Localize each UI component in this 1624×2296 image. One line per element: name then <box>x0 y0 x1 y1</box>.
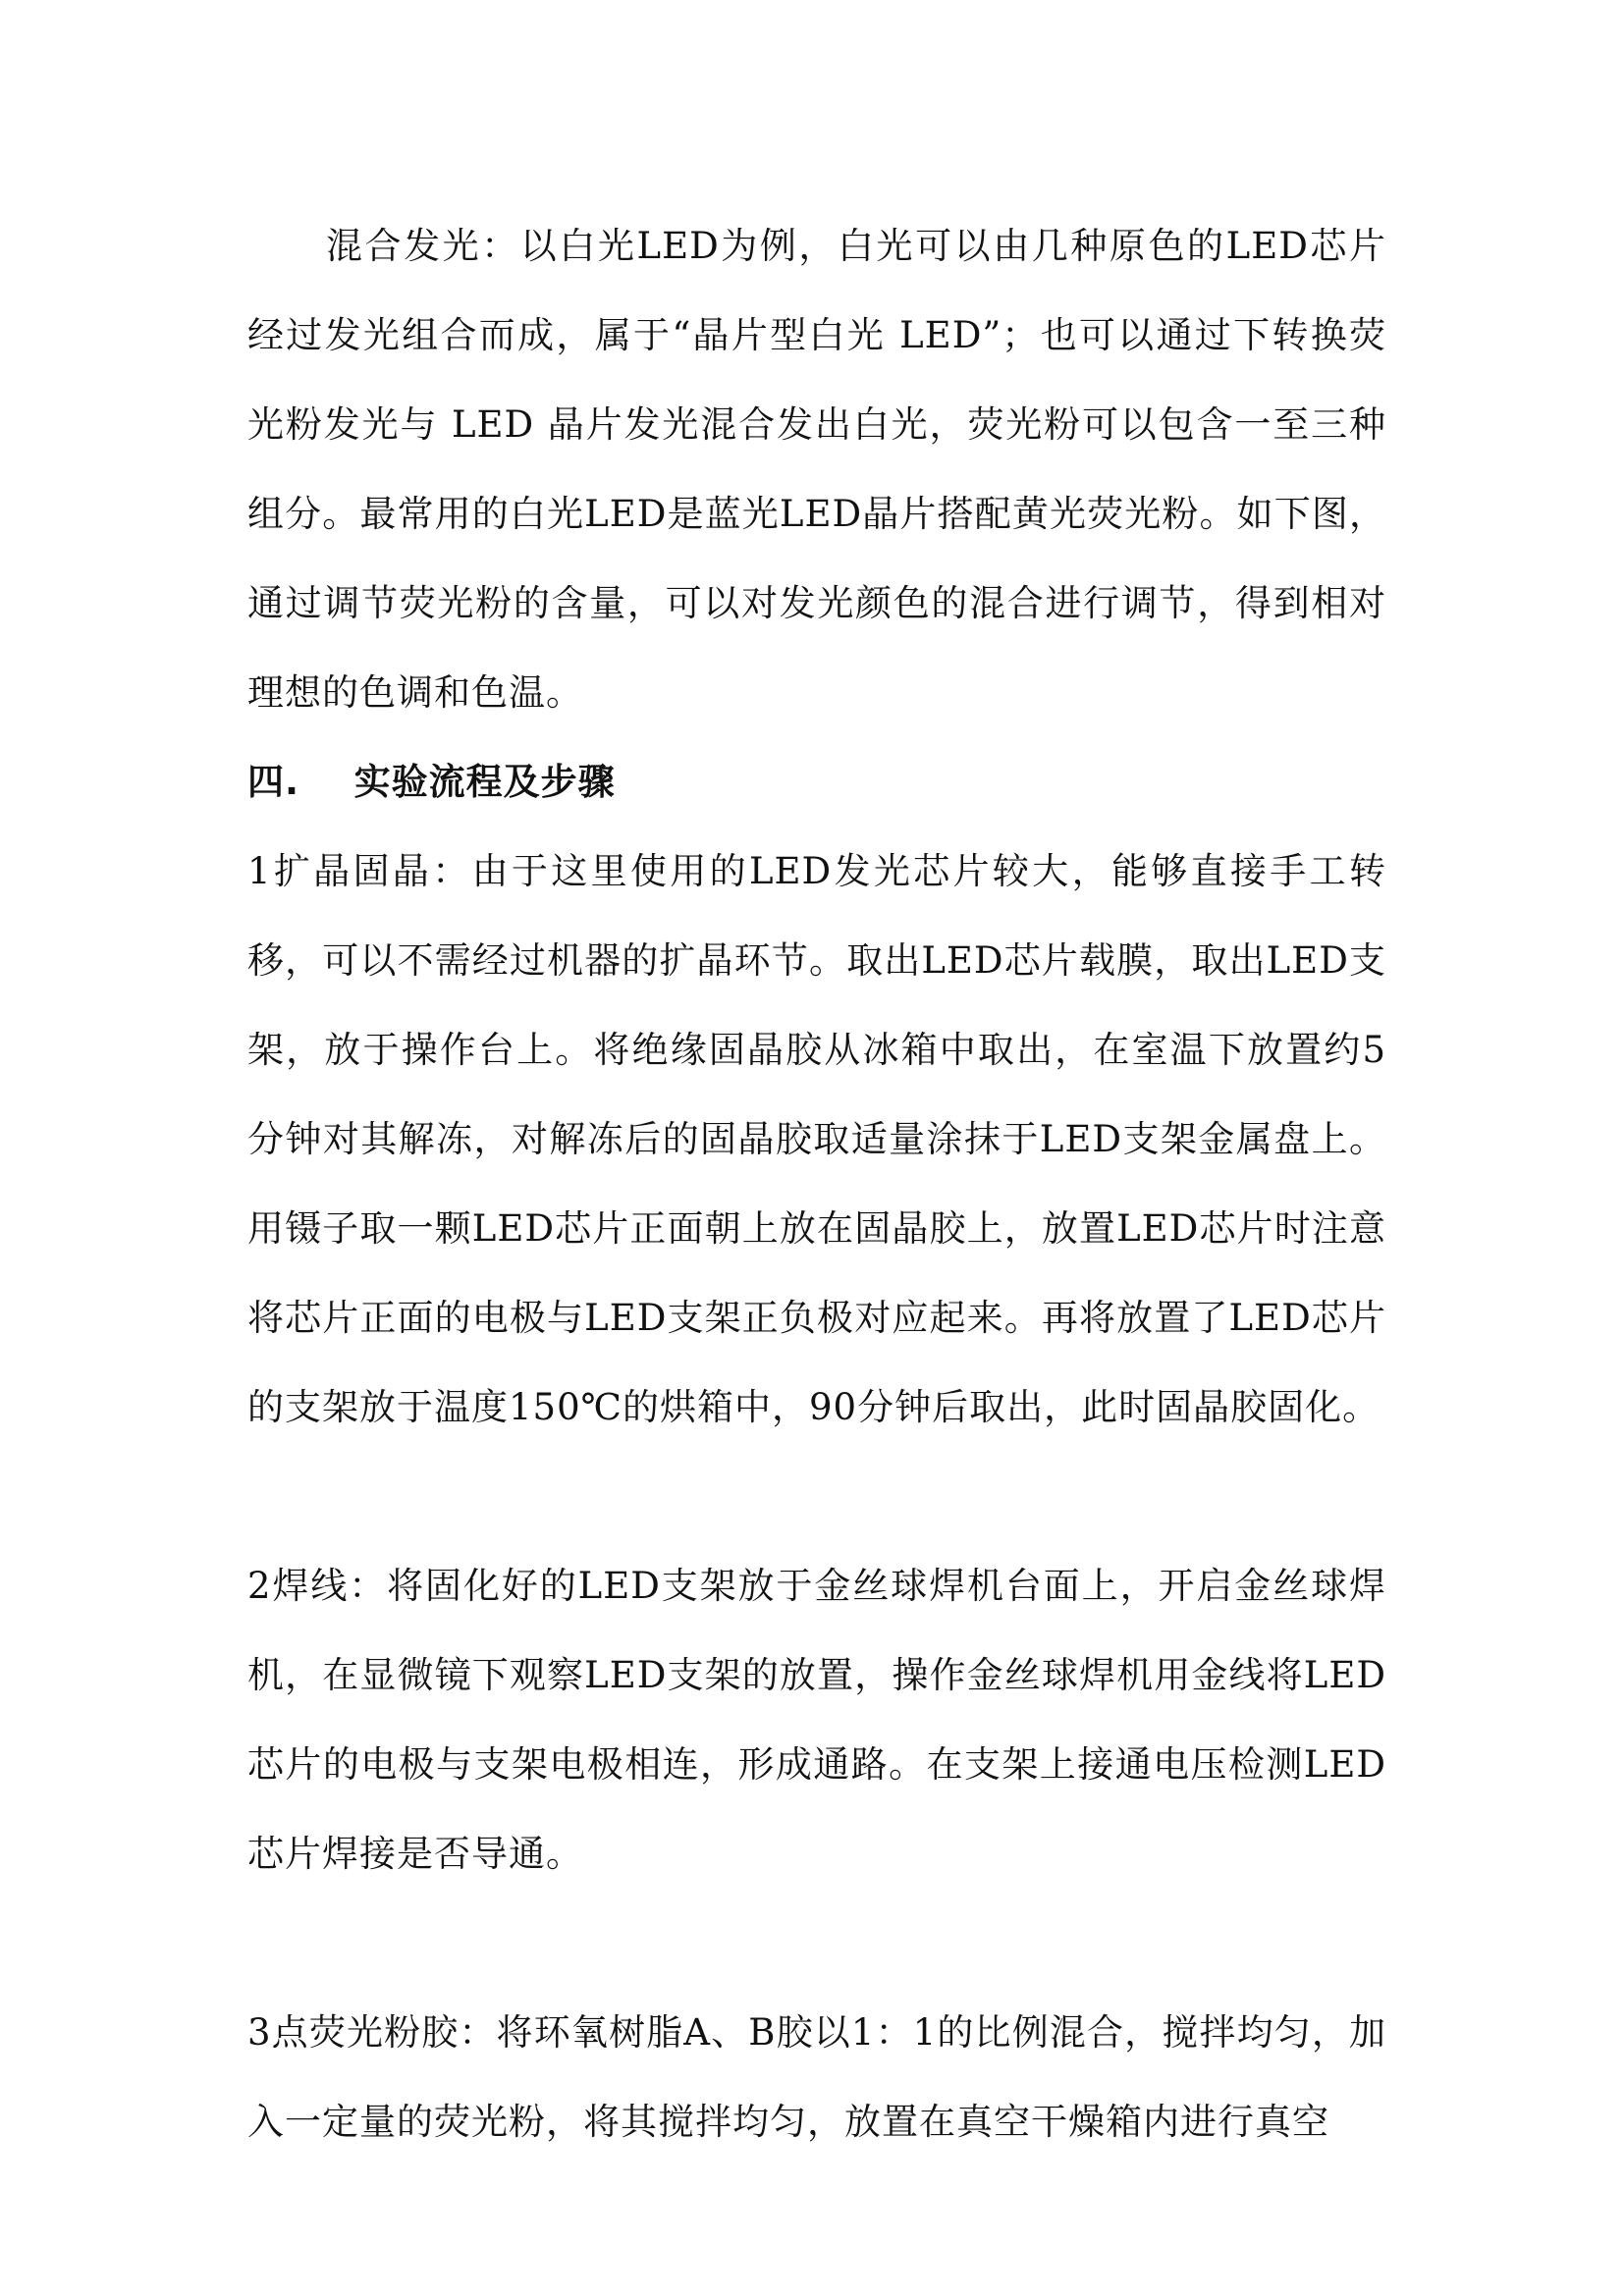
paragraph-spacer <box>247 1452 1386 1541</box>
paragraph-step-2: 2焊线：将固化好的LED支架放于金丝球焊机台面上，开启金丝球焊机，在显微镜下观察LED支架的放置，操作金丝球焊机用金线将LED芯片的电极与支架电极相连，形成通路。在支架上接通电压检测LED芯片焊接是否导通。 <box>247 1565 1386 1875</box>
section-heading: 四. 实验流程及步骤 <box>247 761 616 803</box>
paragraph-spacer <box>247 1898 1386 1988</box>
paragraph-step-3: 3点荧光粉胶：将环氧树脂A、B胶以1：1的比例混合，搅拌均匀，加入一定量的荧光粉，将其搅拌均匀，放置在真空干燥箱内进行真空 <box>247 2011 1386 2143</box>
paragraph-step-1: 1扩晶固晶：由于这里使用的LED发光芯片较大，能够直接手工转移，可以不需经过机器的扩晶环节。取出LED芯片载膜，取出LED支架，放于操作台上。将绝缘固晶胶从冰箱中取出，在室温下放置约5分钟对其解冻，对解冻后的固晶胶取适量涂抹于LED支架金属盘上。用镊子取一颗LED芯片正面朝上放在固晶胶上，放置LED芯片时注意将芯片正面的电极与LED支架正负极对应起来。再将放置了LED芯片的支架放于温度150℃的烘箱中，90分钟后取出，此时固晶胶固化。 <box>247 850 1386 1428</box>
paragraph-mixed-emission: 混合发光：以白光LED为例，白光可以由几种原色的LED芯片经过发光组合而成，属于“晶片型白光 LED”；也可以通过下转换荧光粉发光与 LED 晶片发光混合发出白光，荧光粉可以包含一至三种组分。最常用的白光LED是蓝光LED晶片搭配黄光荧光粉。如下图，通过调节荧光粉的含量，可以对发光颜色的混合进行调节，得到相对理想的色调和色温。 <box>247 225 1386 714</box>
document-body <box>247 201 1386 2166</box>
